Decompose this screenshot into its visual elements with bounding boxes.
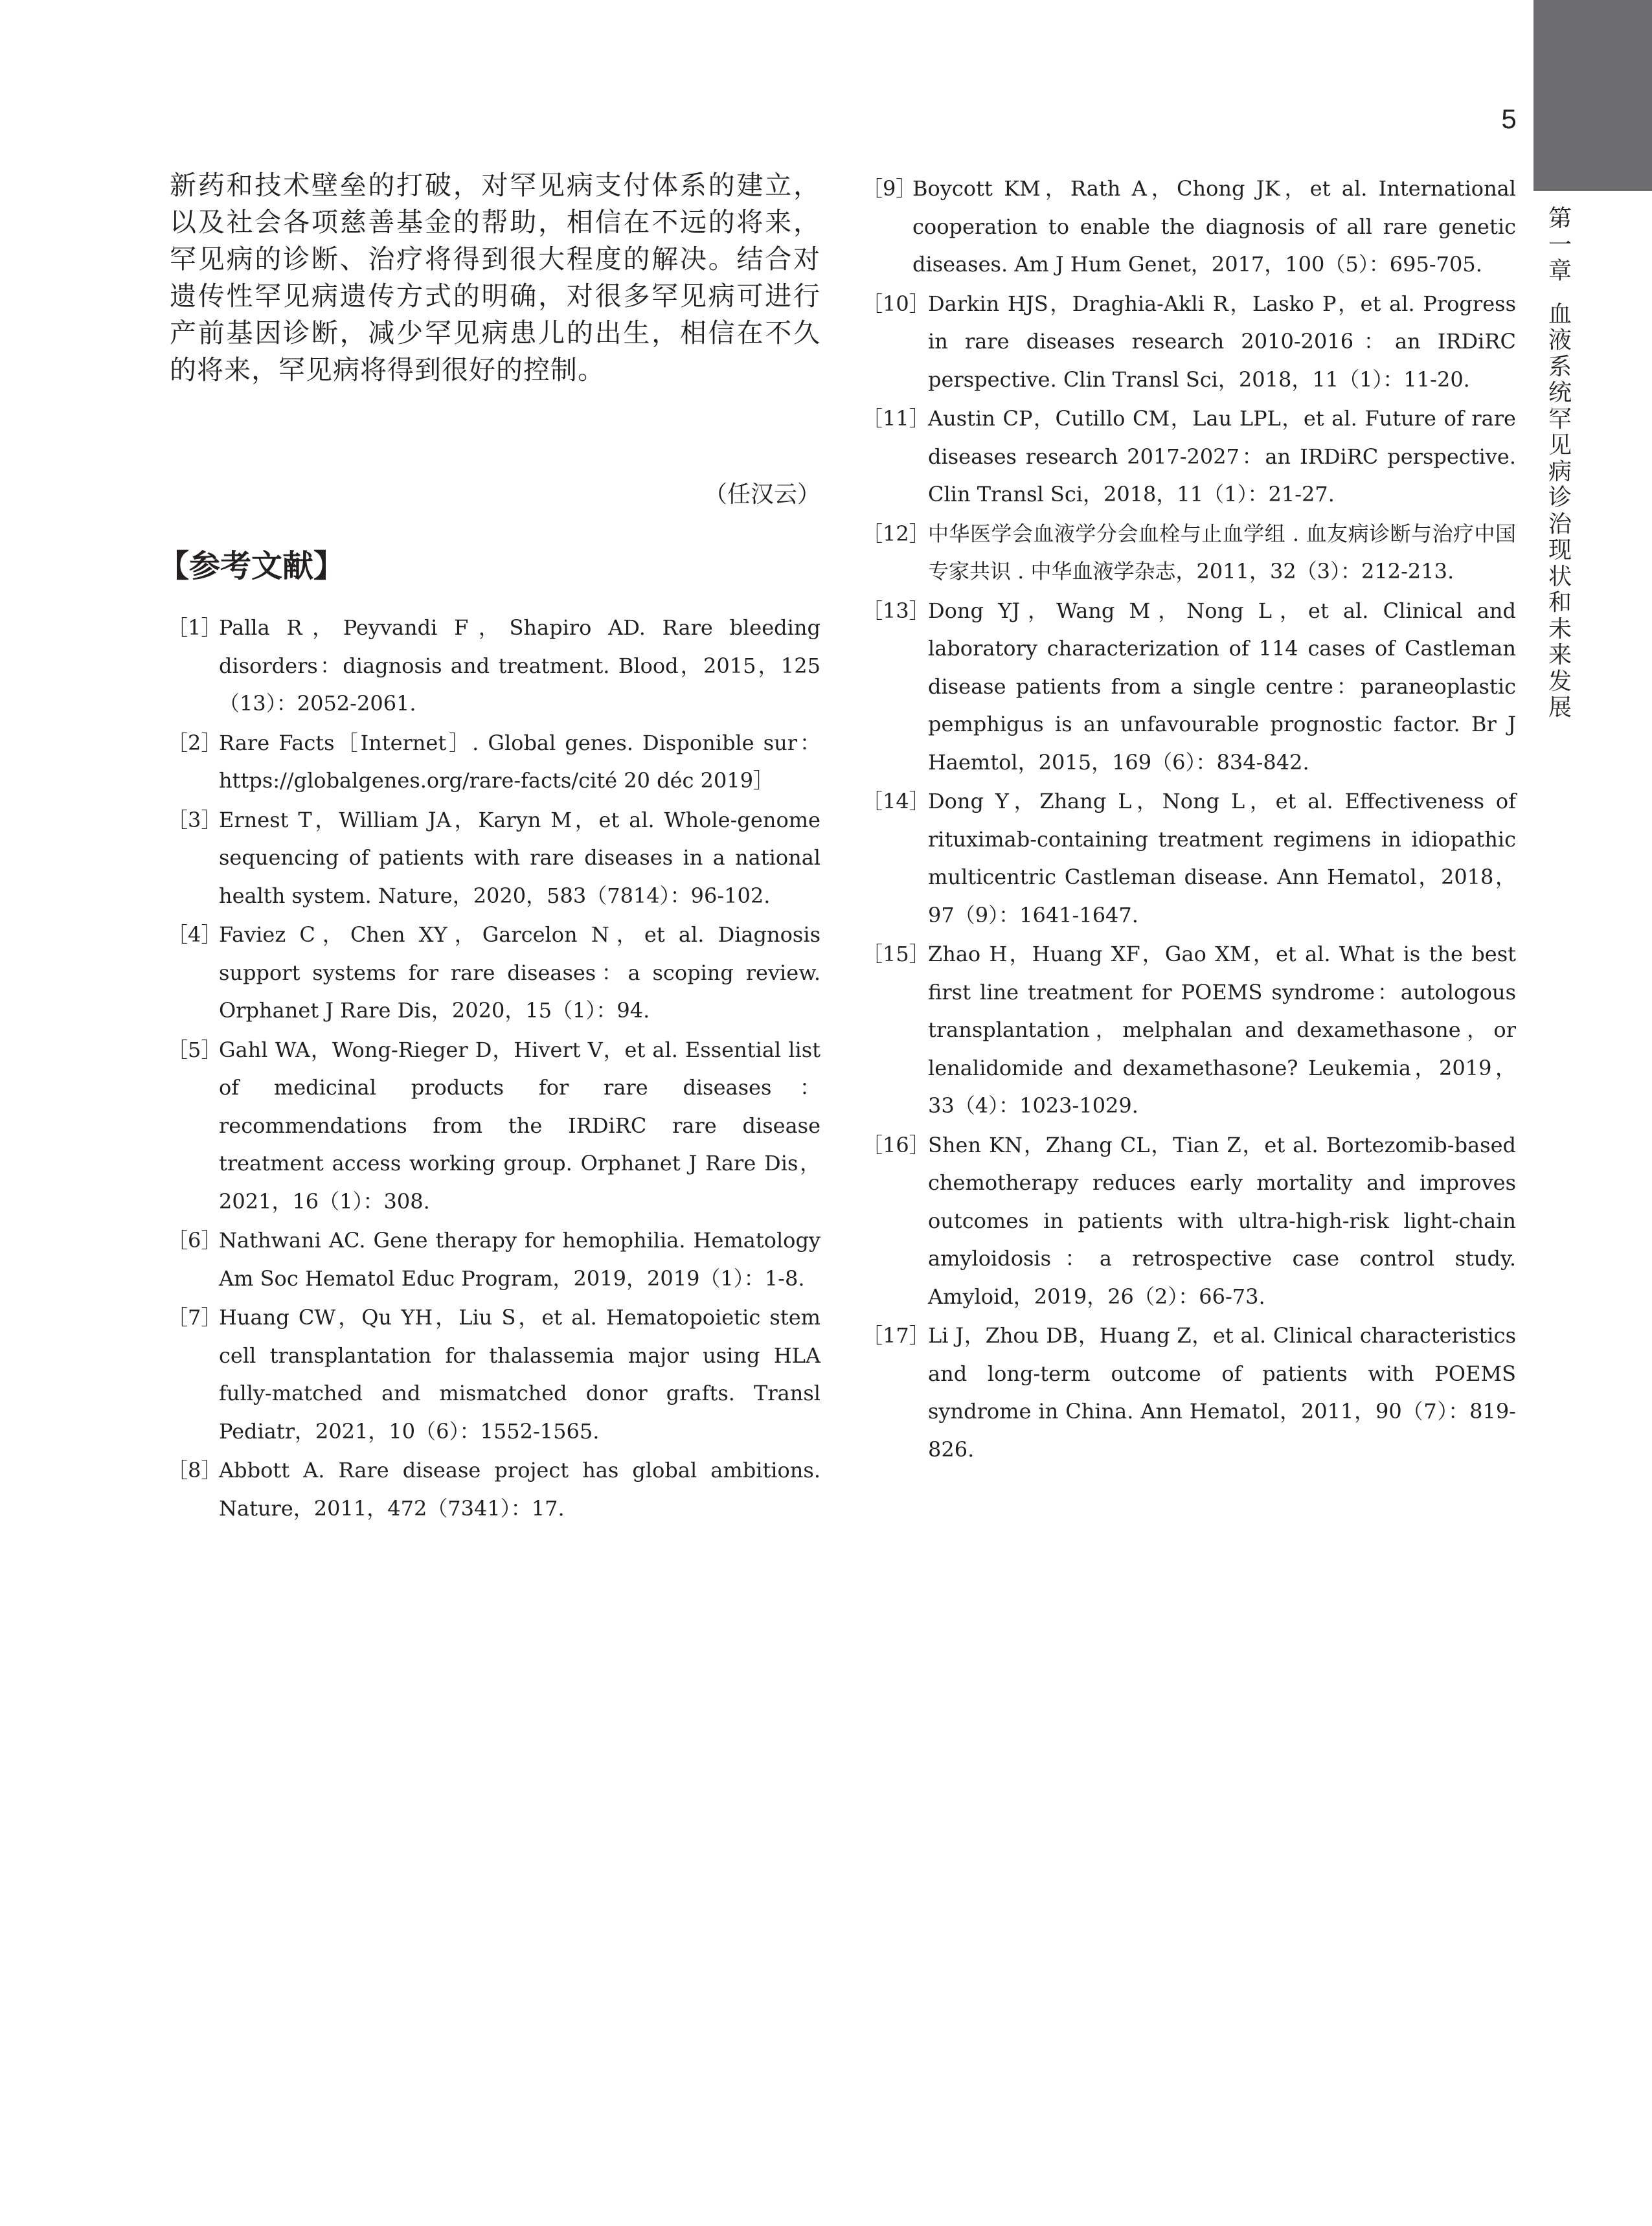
reference-number: ［10］ — [862, 291, 930, 316]
chapter-gap — [1544, 285, 1576, 302]
reference-number: ［15］ — [862, 942, 930, 966]
reference-item — [863, 935, 1516, 1125]
reference-number: ［16］ — [862, 1132, 930, 1157]
reference-text: Austin CP，Cutillo CM，Lau LPL，et al. Future of rare diseases research 2017-2027：an IRDiRC perspective. Clin Transl Sci，2018，11（1）：21-27. — [928, 406, 1516, 506]
reference-number: ［11］ — [862, 406, 930, 431]
reference-text: Shen KN，Zhang CL，Tian Z，et al. Bortezomib-based chemotherapy reduces early mortality and improves outcomes in patients with ultra-high-risk light-chain amyloidosis：a retrospective case control study. Amyloid，2019，26（2）：66-73. — [928, 1132, 1516, 1309]
reference-item — [167, 1451, 820, 1527]
reference-item — [863, 1317, 1516, 1468]
reference-text: Rare Facts［Internet］. Global genes. Disponible sur：https://globalgenes.org/rare-facts/cité 20 déc 2019］ — [219, 730, 820, 793]
reference-text: Dong Y，Zhang L，Nong L，et al. Effectiveness of rituximab-containing treatment regimens in idiopathic multicentric Castleman disease. Ann Hematol，2018，97（9）：1641-1647. — [928, 789, 1516, 927]
reference-item — [863, 592, 1516, 782]
reference-text: Palla R，Peyvandi F，Shapiro AD. Rare bleeding disorders：diagnosis and treatment. Blood，2015，125（13）：2052-2061. — [219, 615, 820, 716]
reference-item — [167, 1221, 820, 1297]
reference-list-left — [167, 609, 820, 1528]
reference-text: Ernest T，William JA，Karyn M，et al. Whole-genome sequencing of patients with rare diseases in a national health system. Nature，2020，583（7814）：96-102. — [219, 807, 820, 908]
chapter-title-vertical — [1544, 206, 1576, 721]
reference-item — [167, 1299, 820, 1450]
reference-text: Boycott KM，Rath A，Chong JK，et al. International cooperation to enable the diagnosis of all rare genetic diseases. Am J Hum Genet，2017，100（5）：695-705. — [912, 176, 1516, 277]
chapter-side-tab — [1533, 0, 1652, 191]
reference-number: ［8］ — [167, 1458, 222, 1482]
reference-item — [863, 515, 1516, 591]
reference-number: ［3］ — [167, 807, 222, 832]
reference-number: ［4］ — [167, 922, 222, 947]
reference-text: Huang CW，Qu YH，Liu S，et al. Hematopoietic stem cell transplantation for thalassemia major using HLA fully-matched and mismatched donor grafts. Transl Pediatr，2021，10（6）：1552-1565. — [219, 1305, 820, 1444]
reference-number: ［9］ — [862, 176, 917, 201]
chapter-number: 第一章 — [1548, 205, 1572, 284]
reference-number: ［5］ — [167, 1037, 222, 1062]
reference-list-right — [863, 170, 1516, 1470]
reference-text: Nathwani AC. Gene therapy for hemophilia. Hematology Am Soc Hematol Educ Program，2019，2019（1）：1-8. — [219, 1228, 820, 1291]
reference-text: Gahl WA，Wong-Rieger D，Hivert V，et al. Essential list of medicinal products for rare diseases：recommendations from the IRDiRC rare disease treatment access working group. Orphanet J Rare Dis，2021，16（1）：308. — [219, 1037, 820, 1214]
reference-item — [167, 724, 820, 800]
chapter-name: 血液系统罕见病诊治现状和未来发展 — [1548, 301, 1572, 721]
reference-item — [167, 801, 820, 915]
reference-number: ［6］ — [167, 1228, 222, 1253]
reference-text: Li J，Zhou DB，Huang Z，et al. Clinical characteristics and long-term outcome of patients with POEMS syndrome in China. Ann Hematol，2011，90（7）：819-826. — [928, 1323, 1516, 1462]
reference-text: Faviez C，Chen XY，Garcelon N，et al. Diagnosis support systems for rare diseases：a scoping review. Orphanet J Rare Dis，2020，15（1）：94. — [219, 922, 820, 1023]
reference-number: ［7］ — [167, 1305, 222, 1330]
reference-number: ［17］ — [862, 1323, 930, 1348]
references-heading: 【参考文献】 — [158, 548, 345, 584]
reference-item — [863, 782, 1516, 934]
reference-number: ［14］ — [862, 789, 930, 813]
reference-item — [863, 1126, 1516, 1316]
reference-text: Zhao H，Huang XF，Gao XM，et al. What is the best first line treatment for POEMS syndrome：autologous transplantation，melphalan and dexamethasone，or lenalidomide and dexamethasone? Leukemia，2019，33（4）：1023-1029. — [928, 942, 1516, 1118]
reference-item — [167, 609, 820, 723]
reference-item — [167, 916, 820, 1030]
reference-number: ［1］ — [167, 615, 222, 640]
reference-number: ［13］ — [862, 598, 930, 623]
reference-text: Darkin HJS，Draghia-Akli R，Lasko P，et al. Progress in rare diseases research 2010-2016：an IRDiRC perspective. Clin Transl Sci，2018，11（1）：11-20. — [928, 291, 1516, 392]
reference-number: ［2］ — [167, 730, 222, 755]
reference-item — [863, 170, 1516, 284]
reference-text: Dong YJ，Wang M，Nong L，et al. Clinical and laboratory characterization of 114 cases of Castleman disease patients from a single centre：paraneoplastic pemphigus is an unfavourable prognostic factor. Br J Haemtol，2015，169（6）：834-842. — [928, 598, 1516, 775]
body-paragraph: 新药和技术壁垒的打破，对罕见病支付体系的建立，以及社会各项慈善基金的帮助，相信在不远的将来，罕见病的诊断、治疗将得到很大程度的解决。结合对遗传性罕见病遗传方式的明确，对很多罕见病可进行产前基因诊断，减少罕见病患儿的出生，相信在不久的将来，罕见病将得到很好的控制。 — [170, 170, 820, 385]
reference-text: 中华医学会血液学分会血栓与止血学组 . 血友病诊断与治疗中国专家共识 . 中华血液学杂志，2011，32（3）：212-213. — [928, 521, 1516, 584]
reference-item — [863, 400, 1516, 514]
reference-item — [167, 1031, 820, 1221]
page-number: 5 — [1501, 104, 1517, 134]
reference-text: Abbott A. Rare disease project has global ambitions. Nature，2011，472（7341）：17. — [219, 1458, 820, 1521]
reference-item — [863, 285, 1516, 399]
reference-number: ［12］ — [862, 521, 930, 546]
author-signature: （任汉云） — [703, 481, 820, 508]
body-column — [170, 167, 820, 389]
